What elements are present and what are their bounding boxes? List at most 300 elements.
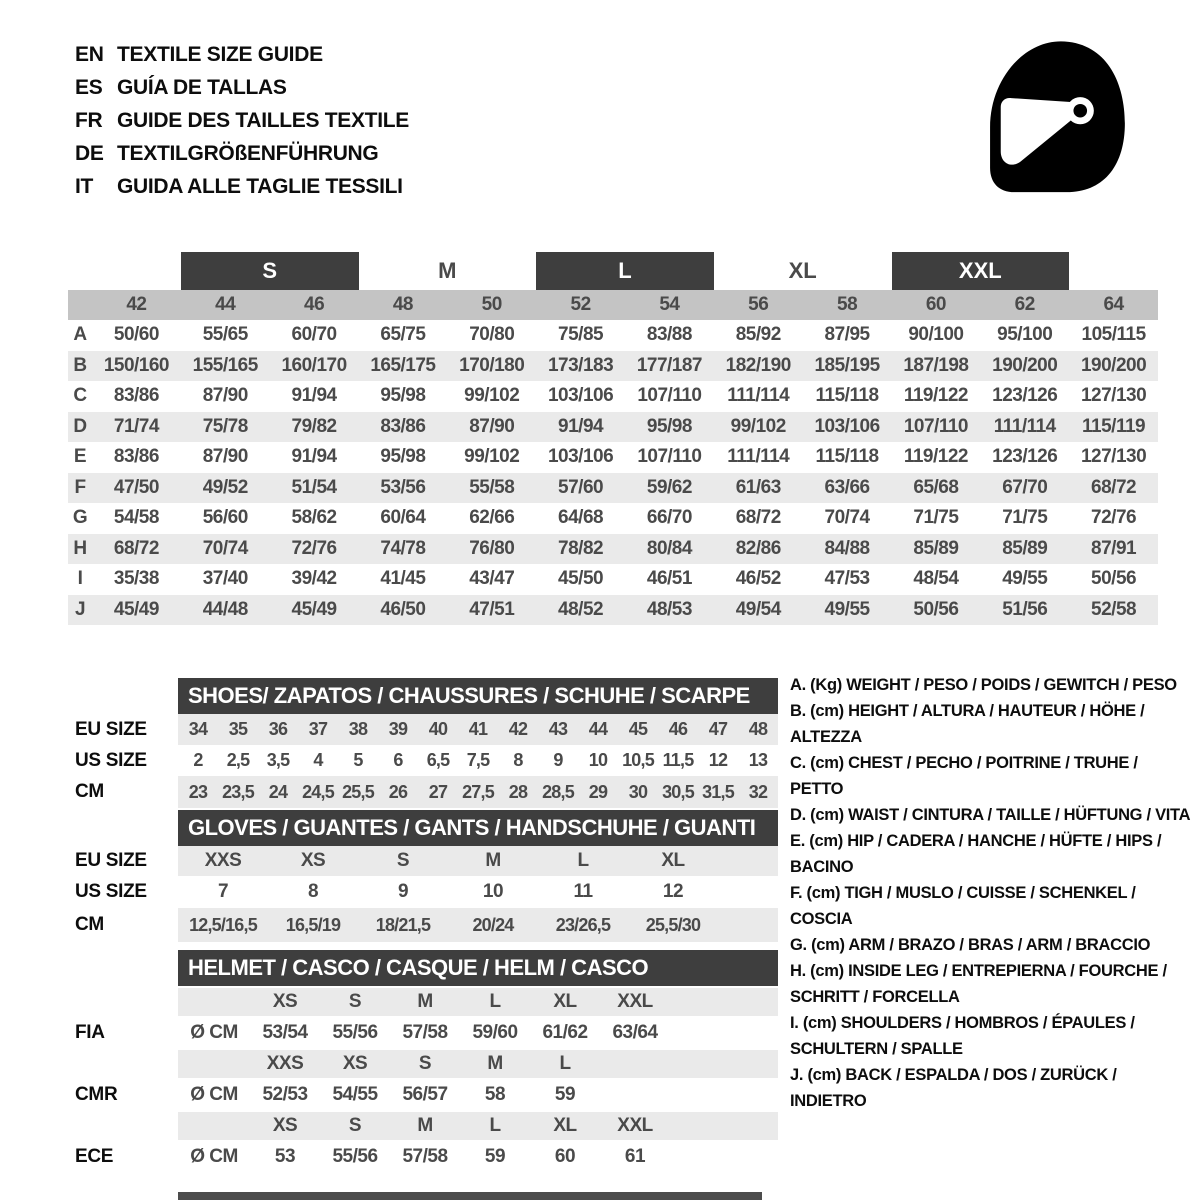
ece-standard-label: ECE xyxy=(75,1146,114,1167)
size-value-cell: 60/64 xyxy=(380,507,426,529)
size-value-cell: 84/88 xyxy=(824,537,870,559)
helmet-size-header: S xyxy=(418,1053,432,1074)
numeric-size-header-row xyxy=(68,290,1158,320)
legend-item: H. (cm) INSIDE LEG / ENTREPIERNA / FOURCHE / SCHRITT / FORCELLA xyxy=(790,962,1167,1006)
column-header-62: 62 xyxy=(1014,294,1035,315)
measurement-row-F xyxy=(68,473,1158,504)
size-value-cell: 85/92 xyxy=(735,324,781,346)
helmet-size-value: 61/62 xyxy=(542,1022,588,1043)
size-value-cell: 99/102 xyxy=(464,385,520,407)
size-value-cell: 31,5 xyxy=(702,781,734,802)
next-section-bar-cutoff xyxy=(178,1192,762,1200)
measurement-rows xyxy=(68,320,1158,625)
size-value-cell: 74/78 xyxy=(380,537,426,559)
shoes-us-row xyxy=(178,745,778,776)
size-value-cell: 78/82 xyxy=(558,537,604,559)
helmet-size-header: XXL xyxy=(617,991,653,1012)
size-value-cell: 16,5/19 xyxy=(285,914,341,935)
measurement-row-G xyxy=(68,503,1158,534)
size-value-cell: 46 xyxy=(668,719,688,739)
legend-item: A. (Kg) WEIGHT / PESO / POIDS / GEWITCH / PESO xyxy=(790,676,1177,694)
size-value-cell: 38 xyxy=(348,719,368,739)
size-value-cell: 70/74 xyxy=(824,507,870,529)
textile-size-table xyxy=(68,252,1158,625)
column-header-48: 48 xyxy=(392,294,413,315)
size-value-cell: 173/183 xyxy=(547,354,614,376)
legend-item: I. (cm) SHOULDERS / HOMBROS / ÉPAULES / SCHULTERN / SPALLE xyxy=(790,1014,1135,1058)
size-value-cell: 25,5/30 xyxy=(645,914,701,935)
size-value-cell: 35/38 xyxy=(113,568,159,590)
size-value-cell: 127/130 xyxy=(1080,385,1147,407)
size-value-cell: 10,5 xyxy=(622,750,654,770)
guide-title: GUIDE DES TAILLES TEXTILE xyxy=(117,109,409,132)
column-header-64: 64 xyxy=(1103,294,1124,315)
legend-item: B. (cm) HEIGHT / ALTURA / HAUTEUR / HÖHE / ALTEZZA xyxy=(790,702,1145,746)
size-value-cell: 62/66 xyxy=(469,507,515,529)
size-value-cell: 190/200 xyxy=(1080,354,1147,376)
size-value-cell: 150/160 xyxy=(103,354,169,376)
gloves-us-size-label: US SIZE xyxy=(75,881,147,902)
size-value-cell: 10 xyxy=(588,750,608,770)
size-value-cell: 50/60 xyxy=(113,324,159,346)
helmet-size-header: L xyxy=(489,991,501,1012)
size-value-cell: 49/55 xyxy=(1002,568,1048,590)
ece-values-row xyxy=(178,1140,778,1174)
size-value-cell: 18/21,5 xyxy=(375,914,431,935)
size-value-cell: 46/51 xyxy=(646,568,692,590)
helmet-size-header: L xyxy=(489,1115,501,1136)
guide-title: GUÍA DE TALLAS xyxy=(117,76,287,99)
helmet-size-header: M xyxy=(417,991,433,1012)
row-letter: F xyxy=(74,476,86,498)
diameter-cm-label: Ø CM xyxy=(190,1084,238,1105)
size-value-cell: 45 xyxy=(628,719,648,739)
size-value-cell: 66/70 xyxy=(646,507,692,529)
helmet-size-header: L xyxy=(559,1053,571,1074)
size-value-cell: 71/74 xyxy=(113,415,159,437)
size-value-cell: 61/63 xyxy=(735,476,781,498)
helmet-size-value: 54/55 xyxy=(332,1084,378,1105)
size-value-cell: 165/175 xyxy=(370,354,436,376)
size-value-cell: 68/72 xyxy=(735,507,781,529)
size-value-cell: 48/54 xyxy=(913,568,959,590)
size-value-cell: 63/66 xyxy=(824,476,870,498)
column-header-60: 60 xyxy=(925,294,946,315)
size-value-cell: 51/54 xyxy=(291,476,337,498)
size-value-cell: 87/90 xyxy=(202,446,248,468)
lang-code: IT xyxy=(75,175,94,198)
size-value-cell: 39/42 xyxy=(291,568,337,590)
size-value-cell: XL xyxy=(661,850,685,871)
helmet-size-value: 53/54 xyxy=(262,1022,308,1043)
legend-item: F. (cm) TIGH / MUSLO / CUISSE / SCHENKEL / COSCIA xyxy=(790,884,1136,928)
size-value-cell: 91/94 xyxy=(291,385,337,407)
size-value-cell: 90/100 xyxy=(908,324,964,346)
size-value-cell: 50/56 xyxy=(913,598,959,620)
helmet-size-header: XS xyxy=(272,1115,298,1136)
row-letter: I xyxy=(77,568,83,590)
legend-item: J. (cm) BACK / ESPALDA / DOS / ZURÜCK / INDIETRO xyxy=(790,1066,1117,1110)
size-value-cell: 46/50 xyxy=(380,598,426,620)
size-value-cell: 48 xyxy=(748,719,768,739)
size-value-cell: 49/54 xyxy=(735,598,781,620)
size-group-m: M xyxy=(438,258,457,283)
size-value-cell: 119/122 xyxy=(903,446,968,468)
gloves-cm-row xyxy=(178,908,778,942)
size-value-cell: 13 xyxy=(748,750,768,770)
size-value-cell: 95/98 xyxy=(380,385,426,407)
size-value-cell: 85/89 xyxy=(1002,537,1048,559)
size-value-cell: 76/80 xyxy=(469,537,515,559)
size-value-cell: 24,5 xyxy=(302,781,334,802)
size-value-cell: 67/70 xyxy=(1002,476,1048,498)
helmet-size-value: 63/64 xyxy=(612,1022,658,1043)
size-value-cell: 40 xyxy=(428,719,448,739)
size-value-cell: 41/45 xyxy=(380,568,426,590)
column-header-56: 56 xyxy=(748,294,769,315)
size-value-cell: 75/78 xyxy=(202,415,248,437)
size-value-cell: 23,5 xyxy=(222,781,254,802)
row-letter: G xyxy=(72,507,88,529)
size-value-cell: 44 xyxy=(588,719,608,739)
shoes-cm-row xyxy=(178,776,778,808)
size-value-cell: 54/58 xyxy=(113,507,159,529)
size-value-cell: 37/40 xyxy=(202,568,248,590)
size-value-cell: 39 xyxy=(388,719,408,739)
helmet-size-value: 58 xyxy=(484,1084,506,1105)
size-value-cell: 47/53 xyxy=(824,568,870,590)
size-value-cell: 5 xyxy=(353,750,363,770)
size-value-cell: 177/187 xyxy=(636,354,702,376)
legend-item: E. (cm) HIP / CADERA / HANCHE / HÜFTE / HIPS / BACINO xyxy=(790,832,1162,876)
helmet-size-header: XXL xyxy=(617,1115,653,1136)
size-value-cell: 91/94 xyxy=(291,446,337,468)
size-value-cell: 26 xyxy=(388,781,408,802)
helmet-size-header: S xyxy=(348,991,362,1012)
language-title-list xyxy=(75,38,409,203)
row-letter: H xyxy=(73,537,87,559)
diameter-cm-label: Ø CM xyxy=(190,1022,238,1043)
size-value-cell: L xyxy=(577,850,589,871)
size-value-cell: 59/62 xyxy=(646,476,692,498)
size-value-cell: 45/49 xyxy=(113,598,159,620)
shoes-cm-label: CM xyxy=(75,781,104,802)
size-value-cell: 48/53 xyxy=(646,598,692,620)
size-value-cell: 123/126 xyxy=(992,446,1058,468)
size-value-cell: 85/89 xyxy=(913,537,959,559)
size-value-cell: 12 xyxy=(662,881,684,902)
size-value-cell: 95/100 xyxy=(997,324,1053,346)
measurement-row-H xyxy=(68,534,1158,565)
size-value-cell: 30,5 xyxy=(662,781,694,802)
size-value-cell: 11 xyxy=(573,881,593,902)
size-value-cell: 87/91 xyxy=(1091,537,1137,559)
size-value-cell: 60/70 xyxy=(291,324,337,346)
helmet-size-value: 57/58 xyxy=(402,1146,448,1167)
gloves-eu-row xyxy=(178,846,778,876)
helmet-size-header: XS xyxy=(342,1053,368,1074)
diameter-cm-label: Ø CM xyxy=(190,1146,238,1167)
cmr-values-row xyxy=(178,1078,778,1112)
size-value-cell: 47/51 xyxy=(469,598,515,620)
size-value-cell: 45/49 xyxy=(291,598,337,620)
size-value-cell: 111/114 xyxy=(993,415,1056,437)
size-value-cell: 123/126 xyxy=(992,385,1058,407)
lang-code: ES xyxy=(75,76,103,99)
size-value-cell: 20/24 xyxy=(472,914,514,935)
size-value-cell: M xyxy=(485,850,501,871)
size-value-cell: 28,5 xyxy=(542,781,574,802)
helmet-size-header: S xyxy=(348,1115,362,1136)
size-value-cell: 45/50 xyxy=(558,568,604,590)
row-letter: A xyxy=(73,324,87,346)
size-value-cell: 12,5/16,5 xyxy=(189,914,257,935)
size-value-cell: 47/50 xyxy=(113,476,159,498)
size-group-header-row xyxy=(68,252,1158,290)
helmet-size-value: 56/57 xyxy=(402,1084,448,1105)
fia-standard-label: FIA xyxy=(75,1022,105,1043)
size-value-cell: 107/110 xyxy=(637,446,702,468)
size-value-cell: 103/106 xyxy=(814,415,880,437)
guide-title: TEXTILE SIZE GUIDE xyxy=(117,43,323,66)
size-group-xl: XL xyxy=(788,258,817,283)
size-group-l: L xyxy=(536,252,714,290)
helmet-size-value: 52/53 xyxy=(262,1084,308,1105)
column-header-50: 50 xyxy=(481,294,502,315)
row-letter: B xyxy=(73,354,87,376)
size-value-cell: 8 xyxy=(307,881,319,902)
size-value-cell: 55/65 xyxy=(202,324,248,346)
column-header-46: 46 xyxy=(304,294,325,315)
gloves-us-row xyxy=(178,876,778,908)
column-header-58: 58 xyxy=(837,294,858,315)
fia-values-row xyxy=(178,1016,778,1050)
size-value-cell: 187/198 xyxy=(903,354,969,376)
size-value-cell: 11,5 xyxy=(662,750,694,770)
size-value-cell: 48/52 xyxy=(558,598,604,620)
size-value-cell: 71/75 xyxy=(913,507,959,529)
legend-item: G. (cm) ARM / BRAZO / BRAS / ARM / BRACCIO xyxy=(790,936,1151,954)
size-value-cell: 115/118 xyxy=(815,446,879,468)
size-value-cell: 50/56 xyxy=(1091,568,1137,590)
size-value-cell: 72/76 xyxy=(1091,507,1137,529)
fia-size-band xyxy=(178,988,778,1016)
size-value-cell: XS xyxy=(300,850,326,871)
corner-cell xyxy=(68,290,92,320)
size-value-cell: 82/86 xyxy=(735,537,781,559)
size-value-cell: 105/115 xyxy=(1081,324,1146,346)
size-value-cell: 47 xyxy=(708,719,728,739)
measurement-legend xyxy=(790,672,1192,1114)
shoes-eu-row xyxy=(178,714,778,745)
size-value-cell: 91/94 xyxy=(558,415,604,437)
measurement-row-E xyxy=(68,442,1158,473)
legend-item: C. (cm) CHEST / PECHO / POITRINE / TRUHE / PETTO xyxy=(790,754,1138,798)
helmet-size-value: 59 xyxy=(484,1146,506,1167)
size-value-cell: 87/90 xyxy=(469,415,515,437)
size-value-cell: 46/52 xyxy=(735,568,781,590)
size-value-cell: 49/52 xyxy=(202,476,248,498)
size-value-cell: 95/98 xyxy=(646,415,692,437)
size-value-cell: 83/86 xyxy=(380,415,426,437)
size-value-cell: 65/68 xyxy=(913,476,959,498)
size-value-cell: 99/102 xyxy=(464,446,520,468)
measurement-row-J xyxy=(68,595,1158,626)
size-value-cell: 27 xyxy=(428,781,448,802)
size-value-cell: XXS xyxy=(204,850,242,871)
guide-title: GUIDA ALLE TAGLIE TESSILI xyxy=(117,175,403,198)
helmet-size-value: 60 xyxy=(554,1146,576,1167)
size-group-s: S xyxy=(181,252,359,290)
size-value-cell: 115/118 xyxy=(815,385,879,407)
column-header-44: 44 xyxy=(215,294,236,315)
size-value-cell: 185/195 xyxy=(814,354,880,376)
size-value-cell: 7 xyxy=(217,881,229,902)
size-value-cell: 87/95 xyxy=(824,324,870,346)
legend-item: D. (cm) WAIST / CINTURA / TAILLE / HÜFTUNG / VITA xyxy=(790,806,1191,824)
size-value-cell: 155/165 xyxy=(192,354,258,376)
size-value-cell: 12 xyxy=(708,750,728,770)
size-value-cell: 64/68 xyxy=(558,507,604,529)
size-value-cell: 68/72 xyxy=(113,537,159,559)
size-value-cell: 10 xyxy=(482,881,504,902)
size-value-cell: 79/82 xyxy=(291,415,337,437)
size-value-cell: 43/47 xyxy=(469,568,515,590)
cmr-size-band xyxy=(178,1050,778,1078)
size-value-cell: 2 xyxy=(193,750,203,770)
row-letter: D xyxy=(73,415,87,437)
size-value-cell: 6,5 xyxy=(426,750,450,770)
size-value-cell: 37 xyxy=(308,719,328,739)
size-value-cell: 8 xyxy=(513,750,523,770)
size-value-cell: 87/90 xyxy=(202,385,248,407)
size-value-cell: 41 xyxy=(468,719,488,739)
gloves-section-header: GLOVES / GUANTES / GANTS / HANDSCHUHE / GUANTI xyxy=(178,810,778,846)
column-header-42: 42 xyxy=(126,294,147,315)
lang-code: EN xyxy=(75,43,104,66)
size-value-cell: 107/110 xyxy=(637,385,702,407)
size-value-cell: 72/76 xyxy=(291,537,337,559)
cmr-standard-label: CMR xyxy=(75,1084,118,1105)
size-value-cell: 95/98 xyxy=(380,446,426,468)
size-value-cell: 44/48 xyxy=(202,598,248,620)
size-value-cell: 160/170 xyxy=(281,354,347,376)
helmet-size-value: 55/56 xyxy=(332,1022,378,1043)
size-value-cell: 103/106 xyxy=(547,446,614,468)
size-value-cell: 51/56 xyxy=(1002,598,1048,620)
size-value-cell: 115/119 xyxy=(1082,415,1146,437)
helmet-section-header: HELMET / CASCO / CASQUE / HELM / CASCO xyxy=(178,950,778,986)
size-value-cell: 30 xyxy=(628,781,648,802)
row-letter: C xyxy=(73,385,87,407)
size-value-cell: 42 xyxy=(508,719,528,739)
size-value-cell: 190/200 xyxy=(992,354,1058,376)
size-value-cell: 6 xyxy=(393,750,403,770)
size-value-cell: 119/122 xyxy=(903,385,968,407)
helmet-size-header: M xyxy=(417,1115,433,1136)
size-value-cell: 75/85 xyxy=(558,324,604,346)
measurement-row-A xyxy=(68,320,1158,351)
helmet-size-value: 59/60 xyxy=(472,1022,518,1043)
size-value-cell: 32 xyxy=(748,781,768,802)
size-value-cell: 24 xyxy=(268,781,288,802)
size-value-cell: 71/75 xyxy=(1002,507,1048,529)
row-letter: E xyxy=(73,446,87,468)
size-value-cell: 2,5 xyxy=(226,750,250,770)
helmet-size-value: 59 xyxy=(554,1084,576,1105)
size-value-cell: 55/58 xyxy=(469,476,515,498)
size-value-cell: 7,5 xyxy=(466,750,490,770)
column-header-52: 52 xyxy=(570,294,591,315)
measurement-row-C xyxy=(68,381,1158,412)
size-value-cell: 29 xyxy=(588,781,608,802)
shoes-us-size-label: US SIZE xyxy=(75,749,147,771)
size-value-cell: 52/58 xyxy=(1091,598,1137,620)
size-value-cell: 111/114 xyxy=(727,446,790,468)
helmet-size-header: XS xyxy=(272,991,298,1012)
size-value-cell: 53/56 xyxy=(380,476,426,498)
size-value-cell: 56/60 xyxy=(202,507,248,529)
size-value-cell: 58/62 xyxy=(291,507,337,529)
size-group-xxl: XXL xyxy=(892,252,1070,290)
size-value-cell: 9 xyxy=(553,750,563,770)
shoes-section-header: SHOES/ ZAPATOS / CHAUSSURES / SCHUHE / SCARPE xyxy=(178,678,778,714)
gloves-cm-label: CM xyxy=(75,914,104,935)
size-value-cell: 23 xyxy=(188,781,208,802)
size-value-cell: 57/60 xyxy=(558,476,604,498)
gloves-eu-size-label: EU SIZE xyxy=(75,850,147,871)
size-value-cell: 35 xyxy=(228,719,248,739)
row-letter: J xyxy=(74,598,86,620)
size-value-cell: 70/80 xyxy=(469,324,515,346)
size-value-cell: 25,5 xyxy=(342,781,374,802)
size-value-cell: 43 xyxy=(548,719,568,739)
size-value-cell: 80/84 xyxy=(646,537,692,559)
size-value-cell: 4 xyxy=(313,750,323,770)
measurement-row-B xyxy=(68,351,1158,382)
helmet-size-value: 53 xyxy=(274,1146,296,1167)
helmet-size-header: M xyxy=(487,1053,503,1074)
size-value-cell: 9 xyxy=(397,881,409,902)
size-value-cell: 83/86 xyxy=(113,446,159,468)
size-value-cell: 107/110 xyxy=(903,415,968,437)
column-header-54: 54 xyxy=(659,294,680,315)
size-value-cell: 27,5 xyxy=(462,781,494,802)
guide-title: TEXTILGRÖßENFÜHRUNG xyxy=(117,142,379,165)
helmet-size-header: XL xyxy=(553,991,577,1012)
helmet-size-value: 55/56 xyxy=(332,1146,378,1167)
shoes-eu-size-label: EU SIZE xyxy=(75,718,147,740)
size-value-cell: 99/102 xyxy=(730,415,786,437)
size-value-cell: 83/86 xyxy=(113,385,159,407)
measurement-row-D xyxy=(68,412,1158,443)
ece-size-band xyxy=(178,1112,778,1140)
size-value-cell: 170/180 xyxy=(459,354,525,376)
racing-helmet-icon xyxy=(980,38,1133,198)
size-value-cell: 23/26,5 xyxy=(555,914,611,935)
size-value-cell: 70/74 xyxy=(202,537,248,559)
lang-code: FR xyxy=(75,109,103,132)
size-value-cell: 103/106 xyxy=(547,385,614,407)
size-value-cell: 111/114 xyxy=(727,385,790,407)
helmet-size-header: XXS xyxy=(266,1053,304,1074)
size-value-cell: 49/55 xyxy=(824,598,870,620)
size-value-cell: 3,5 xyxy=(266,750,290,770)
helmet-size-header: XL xyxy=(553,1115,577,1136)
size-value-cell: 127/130 xyxy=(1080,446,1147,468)
helmet-size-value: 61 xyxy=(624,1146,646,1167)
size-value-cell: 28 xyxy=(508,781,528,802)
